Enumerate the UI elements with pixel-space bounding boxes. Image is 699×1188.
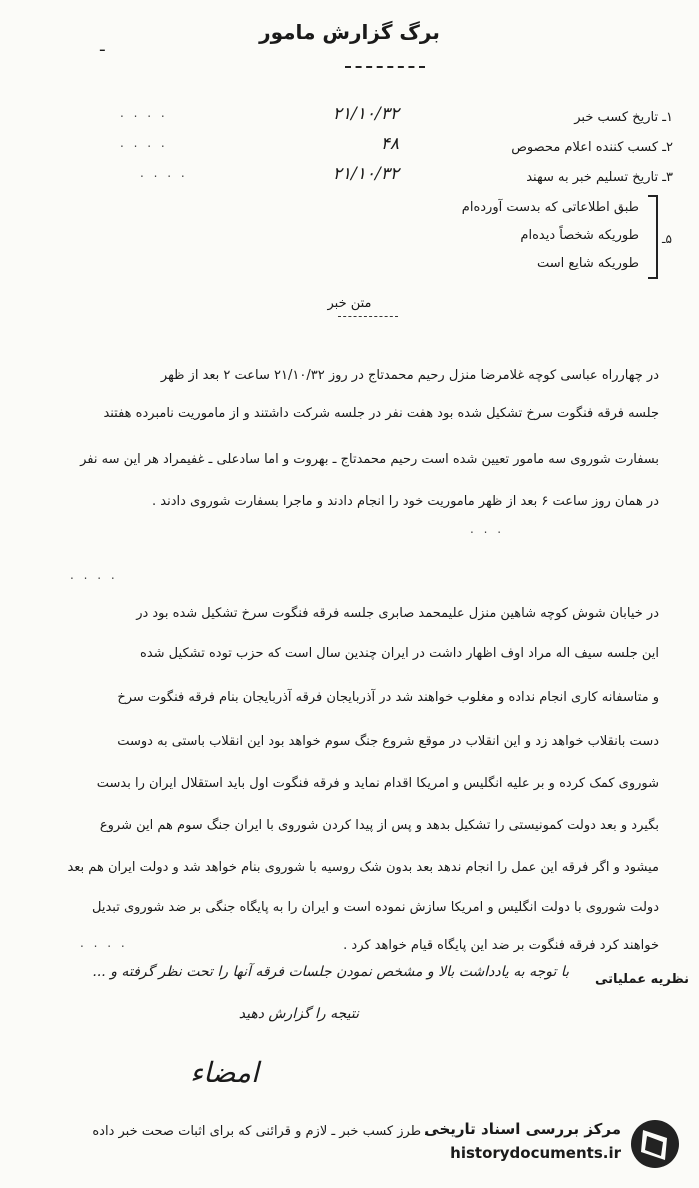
reliability-option: طبق اطلاعاتی که بدست آورده‌ام bbox=[461, 200, 639, 215]
dot-leader: . . . . bbox=[120, 136, 168, 150]
dot-leader: . . . . bbox=[80, 936, 128, 950]
paragraph2-line: شوروی کمک کرده و بر علیه انگلیس و امریکا اقدام نماید و فرقه فنگوت اول باید استقلال ایران را بدست bbox=[96, 776, 659, 791]
heading-underline bbox=[338, 316, 398, 317]
field-date-delivered-value: ۲۱/۱۰/۳۲ bbox=[332, 164, 399, 184]
signature: امضاء bbox=[190, 1056, 259, 1089]
paragraph2-line: در خیابان شوش کوچه شاهین منزل علیمحمد صابری جلسه فرقه فنگوت سرخ تشکیل شده بود در bbox=[136, 606, 659, 621]
field-date-delivered-label: ۳ـ تاریخ تسلیم خبر به سهند bbox=[526, 170, 673, 185]
archive-emblem-icon bbox=[629, 1118, 681, 1170]
logo-url: historydocuments.ir bbox=[450, 1144, 621, 1162]
dot-leader: . . . bbox=[470, 522, 505, 536]
paragraph1-line: جلسه فرقه فنگوت سرخ تشکیل شده بود هفت نفر در جلسه شرکت داشتند و از ماموریت نامبرده هفتند bbox=[103, 406, 659, 421]
paragraph2-line: دست بانقلاب خواهد زد و این انقلاب در موقع شروع جنگ سوم خواهد بود این انقلاب باستی به دوست bbox=[117, 734, 659, 749]
title-underline bbox=[345, 66, 425, 68]
reliability-option: طوریکه شایع است bbox=[536, 256, 639, 271]
corner-mark: ـ bbox=[100, 36, 105, 55]
comment-handwriting: با توجه به یادداشت بالا و مشخص نمودن جلسات فرقه آنها را تحت نظر گرفته و ... bbox=[92, 964, 569, 980]
paragraph2-line: دولت شوروی با دولت انگلیس و امریکا سازش نموده است و ایران را به پایگاه جنگی بر ضد شوروی تبدیل bbox=[92, 900, 659, 915]
comment-label: نظریه عملیاتی bbox=[594, 972, 689, 987]
archive-logo bbox=[401, 1114, 681, 1174]
reliability-option: طوریکه شخصاً دیده‌ام bbox=[520, 228, 639, 243]
document-title: برگ گزارش مامور bbox=[259, 20, 440, 44]
paragraph2-line: خواهند کرد فرقه فنگوت بر ضد این پایگاه قیام خواهد کرد . bbox=[343, 938, 659, 953]
paragraph2-line: میشود و اگر فرقه این عمل را انجام ندهد بعد بدون شک روسیه با شوروی بنام خواهد شد و دولت ایران هم بعد bbox=[67, 860, 659, 875]
footer-text: ـ طرز کسب خبر ـ لازم و قرائنی که برای اثبات صحت خبر داده bbox=[92, 1124, 429, 1139]
paragraph1-line: در همان روز ساعت ۶ بعد از ظهر ماموریت خود را انجام دادند و ماجرا بسفارت شوروی دادند . bbox=[152, 494, 659, 509]
field-source-value: ۴۸ bbox=[380, 134, 399, 154]
reliability-marker: ۵ـ bbox=[662, 232, 672, 246]
field-source-label: ۲ـ کسب کننده اعلام محصوص bbox=[511, 140, 673, 155]
section-heading: متن خبر bbox=[327, 296, 372, 311]
paragraph1-line: در چهارراه عباسی کوچه غلامرضا منزل رحیم محمدتاج در روز ۲۱/۱۰/۳۲ ساعت ۲ بعد از ظهر bbox=[160, 368, 659, 383]
dot-leader: . . . . bbox=[70, 568, 118, 582]
paragraph2-line: بگیرد و بعد دولت کمونیستی را تشکیل بدهد و پس از پیدا کردن شوروی با ایران جنگ سوم هم این شروع bbox=[99, 818, 659, 833]
reliability-bracket bbox=[648, 195, 658, 279]
field-date-received-label: ۱ـ تاریخ کسب خبر bbox=[574, 110, 673, 125]
paragraph1-line: بسفارت شوروی سه مامور تعیین شده است رحیم محمدتاج ـ بهروت و اما سادعلی ـ غفیمراد هر این سه نفر bbox=[80, 452, 659, 467]
field-date-received-value: ۲۱/۱۰/۳۲ bbox=[332, 104, 399, 124]
logo-title: مرکز بررسی اسناد تاریخی bbox=[424, 1120, 621, 1138]
dot-leader: . . . . bbox=[120, 106, 168, 120]
paragraph2-line: این جلسه سیف اله مراد اوف اظهار داشت در ایران چندین سال است که حزب توده تشکیل شده bbox=[140, 646, 659, 661]
paragraph2-line: و متاسفانه کاری انجام نداده و مغلوب خواهند شد در آذربایجان فرقه آذربایجان بنام فرقه فنگوت سرخ bbox=[117, 690, 659, 705]
comment-handwriting: نتیجه را گزارش دهید bbox=[238, 1006, 359, 1022]
dot-leader: . . . . bbox=[140, 166, 188, 180]
